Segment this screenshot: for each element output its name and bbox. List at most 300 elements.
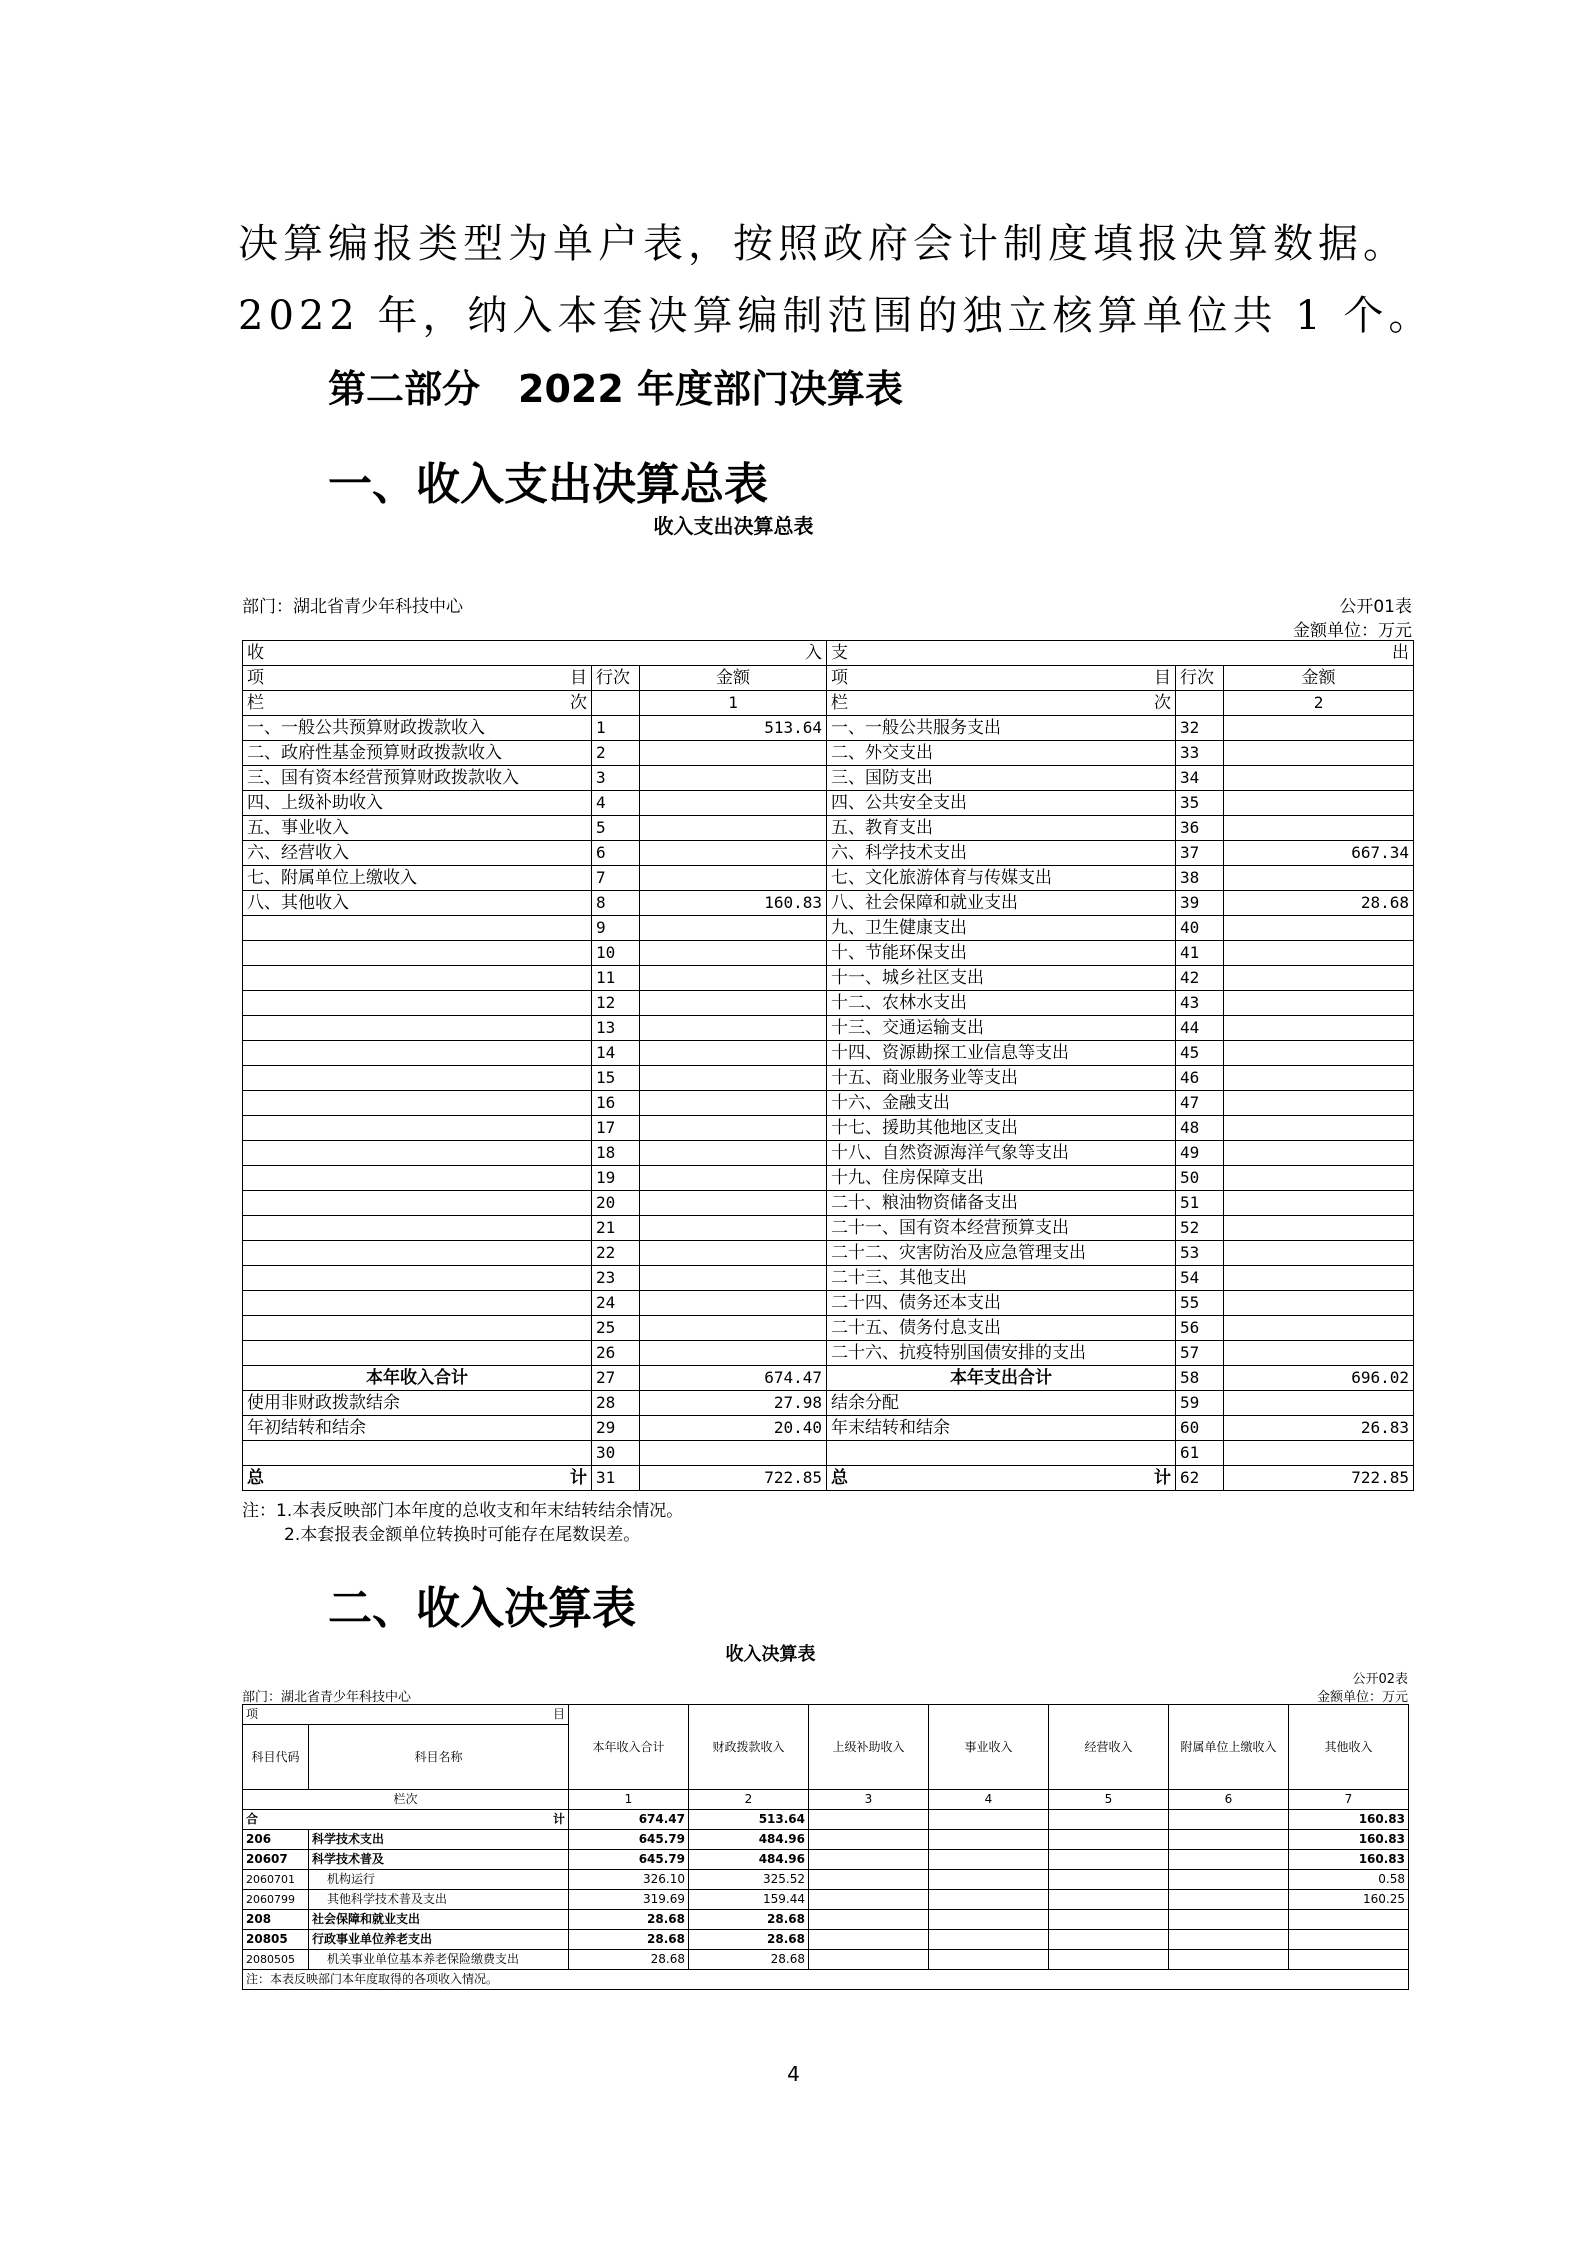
table-header-row — [243, 691, 1414, 716]
intro-line-2: 2022 年，纳入本套决算编制范围的独立核算单位共 1 个。 — [238, 293, 1434, 339]
amount — [1169, 1890, 1289, 1910]
amount — [1224, 1216, 1414, 1241]
amount — [1224, 1291, 1414, 1316]
amount — [1224, 1141, 1414, 1166]
amount: 28.68 — [689, 1910, 809, 1930]
amount — [1224, 1266, 1414, 1291]
amount: 159.44 — [689, 1890, 809, 1910]
amount — [640, 1166, 827, 1191]
amount — [640, 1291, 827, 1316]
expense-item-label: 九、卫生健康支出 — [827, 916, 1176, 941]
expense-item-label: 十九、住房保障支出 — [827, 1166, 1176, 1191]
section2-form-no: 公开02表 — [1352, 1672, 1408, 1687]
line-no: 20 — [592, 1191, 640, 1216]
table-row — [243, 1091, 1414, 1116]
line-no: 12 — [592, 991, 640, 1016]
line-no: 39 — [1176, 891, 1224, 916]
line-no: 59 — [1176, 1391, 1224, 1416]
amount: 513.64 — [640, 716, 827, 741]
income-item-label: 本年收入合计 — [243, 1366, 592, 1391]
amount — [640, 916, 827, 941]
line-no: 60 — [1176, 1416, 1224, 1441]
amount: 667.34 — [1224, 841, 1414, 866]
table-row — [243, 991, 1414, 1016]
income-item-label: 五、事业收入 — [243, 816, 592, 841]
line-no: 54 — [1176, 1266, 1224, 1291]
line-no: 45 — [1176, 1041, 1224, 1066]
table-row — [243, 1366, 1414, 1391]
amount — [640, 866, 827, 891]
amount — [809, 1830, 929, 1850]
line-no: 21 — [592, 1216, 640, 1241]
income-item-label — [243, 1441, 592, 1466]
line-no: 32 — [1176, 716, 1224, 741]
line-no: 1 — [592, 716, 640, 741]
amount — [809, 1810, 929, 1830]
table-row — [243, 1870, 1409, 1890]
line-no: 19 — [592, 1166, 640, 1191]
column-index: 1 — [569, 1790, 689, 1810]
line-no: 24 — [592, 1291, 640, 1316]
amount: 674.47 — [569, 1810, 689, 1830]
line-no: 11 — [592, 966, 640, 991]
income-item-label: 一、一般公共预算财政拨款收入 — [243, 716, 592, 741]
expense-item-label: 年末结转和结余 — [827, 1416, 1176, 1441]
income-item-label — [243, 1041, 592, 1066]
amount: 28.68 — [689, 1930, 809, 1950]
line-no: 5 — [592, 816, 640, 841]
subject-name: 社会保障和就业支出 — [309, 1910, 569, 1930]
column-header: 经营收入 — [1049, 1705, 1169, 1790]
table-row — [243, 1016, 1414, 1041]
income-item-label — [243, 1141, 592, 1166]
total-label: 合 计 — [243, 1810, 569, 1830]
amount: 325.52 — [689, 1870, 809, 1890]
amount — [929, 1890, 1049, 1910]
intro-line-1: 决算编报类型为单户表，按照政府会计制度填报决算数据。 — [238, 221, 1408, 267]
expense-item-label: 十五、商业服务业等支出 — [827, 1066, 1176, 1091]
amount — [1224, 766, 1414, 791]
amount — [1169, 1870, 1289, 1890]
amount: 28.68 — [569, 1930, 689, 1950]
income-item-label — [243, 1316, 592, 1341]
amount — [929, 1910, 1049, 1930]
column-header: 其他收入 — [1289, 1705, 1409, 1790]
amount — [1224, 716, 1414, 741]
income-item-label — [243, 991, 592, 1016]
table-row — [243, 741, 1414, 766]
column-header: 上级补助收入 — [809, 1705, 929, 1790]
expense-item-label: 一、一般公共服务支出 — [827, 716, 1176, 741]
line-no: 46 — [1176, 1066, 1224, 1091]
table-row — [243, 1441, 1414, 1466]
income-item-label: 六、经营收入 — [243, 841, 592, 866]
amount — [1224, 966, 1414, 991]
column-index-cell: 栏 次 — [243, 691, 592, 716]
amount — [640, 1016, 827, 1041]
column-index-cell: 栏 次 — [827, 691, 1176, 716]
subject-name: 其他科学技术普及支出 — [309, 1890, 569, 1910]
column-index: 7 — [1289, 1790, 1409, 1810]
line-no-header: 行次 — [1176, 666, 1224, 691]
table-row — [243, 766, 1414, 791]
section2-dept: 部门：湖北省青少年科技中心 — [242, 1690, 412, 1705]
amount — [640, 1316, 827, 1341]
table-row — [243, 1216, 1414, 1241]
table-row — [243, 716, 1414, 741]
amount: 674.47 — [640, 1366, 827, 1391]
expense-item-label: 七、文化旅游体育与传媒支出 — [827, 866, 1176, 891]
amount — [929, 1930, 1049, 1950]
income-item-label: 二、政府性基金预算财政拨款收入 — [243, 741, 592, 766]
income-expense-summary-table — [242, 640, 1414, 1491]
subject-name: 机关事业单位基本养老保险缴费支出 — [309, 1950, 569, 1970]
amount: 513.64 — [689, 1810, 809, 1830]
line-no: 28 — [592, 1391, 640, 1416]
income-item-label: 七、附属单位上缴收入 — [243, 866, 592, 891]
amount — [1224, 816, 1414, 841]
line-no: 3 — [592, 766, 640, 791]
line-no: 34 — [1176, 766, 1224, 791]
line-no: 13 — [592, 1016, 640, 1041]
amount — [640, 766, 827, 791]
line-no: 35 — [1176, 791, 1224, 816]
amount — [809, 1950, 929, 1970]
amount — [1224, 1441, 1414, 1466]
amount — [1289, 1930, 1409, 1950]
table-row — [243, 891, 1414, 916]
amount — [640, 966, 827, 991]
total-row — [243, 1810, 1409, 1830]
section1-unit: 金额单位：万元 — [1293, 621, 1412, 641]
amount — [1169, 1850, 1289, 1870]
income-item-label — [243, 1291, 592, 1316]
subject-code: 2080505 — [243, 1950, 309, 1970]
line-no: 17 — [592, 1116, 640, 1141]
line-no: 51 — [1176, 1191, 1224, 1216]
amount — [1224, 1016, 1414, 1041]
line-no: 25 — [592, 1316, 640, 1341]
column-index-label: 栏次 — [243, 1790, 569, 1810]
line-no: 23 — [592, 1266, 640, 1291]
line-no: 14 — [592, 1041, 640, 1066]
table-row — [243, 941, 1414, 966]
table-header-row — [243, 1705, 1409, 1725]
subject-code: 2060799 — [243, 1890, 309, 1910]
section2-note: 注：本表反映部门本年度取得的各项收入情况。 — [243, 1970, 1409, 1990]
expense-item-label: 二、外交支出 — [827, 741, 1176, 766]
amount — [640, 1441, 827, 1466]
column-header: 事业收入 — [929, 1705, 1049, 1790]
item-header-cell: 项 目 — [243, 1705, 569, 1725]
name-header: 科目名称 — [309, 1725, 569, 1790]
part-title: 第二部分 2022 年度部门决算表 — [328, 367, 903, 411]
expense-item-label: 二十四、债务还本支出 — [827, 1291, 1176, 1316]
income-item-label: 四、上级补助收入 — [243, 791, 592, 816]
amount — [1224, 1241, 1414, 1266]
line-no: 38 — [1176, 866, 1224, 891]
table-row — [243, 1116, 1414, 1141]
table-row — [243, 1850, 1409, 1870]
table-row — [243, 866, 1414, 891]
expense-item-label: 十七、援助其他地区支出 — [827, 1116, 1176, 1141]
amount — [640, 991, 827, 1016]
line-no: 16 — [592, 1091, 640, 1116]
income-item-label — [243, 1016, 592, 1041]
line-no: 33 — [1176, 741, 1224, 766]
column-header: 附属单位上缴收入 — [1169, 1705, 1289, 1790]
amount — [640, 791, 827, 816]
amount — [640, 1266, 827, 1291]
amount: 484.96 — [689, 1850, 809, 1870]
line-no: 61 — [1176, 1441, 1224, 1466]
section1-heading: 一、收入支出决算总表 — [328, 459, 768, 510]
expense-item-label: 二十、粮油物资储备支出 — [827, 1191, 1176, 1216]
column-index-2: 2 — [1224, 691, 1414, 716]
amount — [640, 841, 827, 866]
amount — [809, 1890, 929, 1910]
amount: 484.96 — [689, 1830, 809, 1850]
income-item-label — [243, 916, 592, 941]
line-no: 47 — [1176, 1091, 1224, 1116]
line-no: 58 — [1176, 1366, 1224, 1391]
expense-item-label: 八、社会保障和就业支出 — [827, 891, 1176, 916]
amount — [640, 1141, 827, 1166]
line-no: 42 — [1176, 966, 1224, 991]
amount — [640, 1066, 827, 1091]
amount — [929, 1850, 1049, 1870]
line-no: 22 — [592, 1241, 640, 1266]
expense-item-label: 二十六、抗疫特别国债安排的支出 — [827, 1341, 1176, 1366]
amount — [1049, 1910, 1169, 1930]
amount — [640, 1216, 827, 1241]
table-row — [243, 1391, 1414, 1416]
table-row — [243, 1950, 1409, 1970]
amount — [1224, 1066, 1414, 1091]
subject-name: 科学技术普及 — [309, 1850, 569, 1870]
amount: 326.10 — [569, 1870, 689, 1890]
line-no: 37 — [1176, 841, 1224, 866]
amount — [640, 1116, 827, 1141]
table-header-row — [243, 666, 1414, 691]
line-no: 57 — [1176, 1341, 1224, 1366]
line-no: 48 — [1176, 1116, 1224, 1141]
amount — [1224, 1166, 1414, 1191]
amount: 20.40 — [640, 1416, 827, 1441]
section1-note-2: 2.本套报表金额单位转换时可能存在尾数误差。 — [284, 1525, 641, 1545]
line-no: 26 — [592, 1341, 640, 1366]
amount — [809, 1850, 929, 1870]
table-row — [243, 1041, 1414, 1066]
amount — [1224, 1041, 1414, 1066]
table-header-row — [243, 641, 1414, 666]
column-index: 5 — [1049, 1790, 1169, 1810]
line-no: 62 — [1176, 1466, 1224, 1491]
line-no: 15 — [592, 1066, 640, 1091]
expense-item-label: 二十三、其他支出 — [827, 1266, 1176, 1291]
expense-item-label: 十四、资源勘探工业信息等支出 — [827, 1041, 1176, 1066]
expense-item-label: 本年支出合计 — [827, 1366, 1176, 1391]
expense-item-label: 十八、自然资源海洋气象等支出 — [827, 1141, 1176, 1166]
amount: 722.85 — [640, 1466, 827, 1491]
amount — [929, 1830, 1049, 1850]
section2-unit: 金额单位：万元 — [1316, 1690, 1408, 1705]
amount — [1224, 1391, 1414, 1416]
amount — [640, 816, 827, 841]
subject-name: 科学技术支出 — [309, 1830, 569, 1850]
line-no: 41 — [1176, 941, 1224, 966]
table-row — [243, 1341, 1414, 1366]
line-no: 49 — [1176, 1141, 1224, 1166]
amount — [929, 1810, 1049, 1830]
subject-code: 2060701 — [243, 1870, 309, 1890]
column-index-1: 1 — [640, 691, 827, 716]
expense-item-label: 四、公共安全支出 — [827, 791, 1176, 816]
line-no: 2 — [592, 741, 640, 766]
amount — [1049, 1930, 1169, 1950]
amount — [640, 1241, 827, 1266]
note-row — [243, 1970, 1409, 1990]
section1-dept: 部门：湖北省青少年科技中心 — [242, 597, 463, 617]
table-row — [243, 841, 1414, 866]
income-item-label — [243, 966, 592, 991]
table-row — [243, 791, 1414, 816]
amount — [640, 1191, 827, 1216]
table-row — [243, 1890, 1409, 1910]
amount — [1224, 991, 1414, 1016]
section1-note-1: 注：1.本表反映部门本年度的总收支和年末结转结余情况。 — [242, 1501, 684, 1521]
amount — [929, 1870, 1049, 1890]
table-row — [243, 1291, 1414, 1316]
column-header: 本年收入合计 — [569, 1705, 689, 1790]
expense-item-label: 二十五、债务付息支出 — [827, 1316, 1176, 1341]
expense-item-label: 二十二、灾害防治及应急管理支出 — [827, 1241, 1176, 1266]
income-item-label — [243, 1341, 592, 1366]
table-row — [243, 1910, 1409, 1930]
amount — [1049, 1850, 1169, 1870]
expense-item-label: 十二、农林水支出 — [827, 991, 1176, 1016]
line-no: 55 — [1176, 1291, 1224, 1316]
amount — [640, 1091, 827, 1116]
table-row — [243, 1416, 1414, 1441]
amount — [809, 1930, 929, 1950]
amount-header: 金额 — [1224, 666, 1414, 691]
amount — [1224, 741, 1414, 766]
amount — [809, 1910, 929, 1930]
expense-item-label — [827, 1441, 1176, 1466]
amount: 160.83 — [1289, 1810, 1409, 1830]
line-no: 50 — [1176, 1166, 1224, 1191]
code-header: 科目代码 — [243, 1725, 309, 1790]
line-no: 53 — [1176, 1241, 1224, 1266]
income-item-label: 使用非财政拨款结余 — [243, 1391, 592, 1416]
amount — [1224, 1191, 1414, 1216]
expense-item-label: 三、国防支出 — [827, 766, 1176, 791]
expense-item-label: 十、节能环保支出 — [827, 941, 1176, 966]
line-no: 27 — [592, 1366, 640, 1391]
table-row — [243, 916, 1414, 941]
column-index: 2 — [689, 1790, 809, 1810]
amount — [1169, 1910, 1289, 1930]
amount — [1289, 1910, 1409, 1930]
amount — [1049, 1950, 1169, 1970]
income-item-label — [243, 1166, 592, 1191]
line-no: 18 — [592, 1141, 640, 1166]
amount — [640, 741, 827, 766]
table-row — [243, 966, 1414, 991]
line-no: 29 — [592, 1416, 640, 1441]
income-item-label: 三、国有资本经营预算财政拨款收入 — [243, 766, 592, 791]
income-table — [242, 1704, 1409, 1990]
subject-code: 208 — [243, 1910, 309, 1930]
table-row — [243, 1141, 1414, 1166]
income-item-label — [243, 941, 592, 966]
income-item-label: 年初结转和结余 — [243, 1416, 592, 1441]
amount — [1169, 1930, 1289, 1950]
column-index: 4 — [929, 1790, 1049, 1810]
amount: 319.69 — [569, 1890, 689, 1910]
income-item-label — [243, 1266, 592, 1291]
line-no: 30 — [592, 1441, 640, 1466]
table-row — [243, 1830, 1409, 1850]
amount — [1224, 1316, 1414, 1341]
grand-total-label: 总 计 — [243, 1466, 592, 1491]
amount: 160.83 — [1289, 1830, 1409, 1850]
amount: 160.83 — [640, 891, 827, 916]
line-no: 44 — [1176, 1016, 1224, 1041]
amount — [1169, 1950, 1289, 1970]
line-no-header: 行次 — [592, 666, 640, 691]
amount: 28.68 — [569, 1950, 689, 1970]
subject-code: 206 — [243, 1830, 309, 1850]
table-row — [243, 1241, 1414, 1266]
line-no: 43 — [1176, 991, 1224, 1016]
expense-item-label: 十三、交通运输支出 — [827, 1016, 1176, 1041]
table-row — [243, 1066, 1414, 1091]
income-header-cell: 收 入 — [243, 641, 827, 666]
income-item-label — [243, 1216, 592, 1241]
line-no: 52 — [1176, 1216, 1224, 1241]
table-row — [243, 816, 1414, 841]
amount — [1169, 1830, 1289, 1850]
table-row — [243, 1266, 1414, 1291]
section1-caption: 收入支出决算总表 — [653, 514, 814, 538]
subject-code: 20805 — [243, 1930, 309, 1950]
table-row — [243, 1316, 1414, 1341]
line-no: 31 — [592, 1466, 640, 1491]
subject-name: 行政事业单位养老支出 — [309, 1930, 569, 1950]
expense-item-label: 十六、金融支出 — [827, 1091, 1176, 1116]
amount: 696.02 — [1224, 1366, 1414, 1391]
grand-total-label: 总 计 — [827, 1466, 1176, 1491]
amount: 28.68 — [1224, 891, 1414, 916]
amount: 28.68 — [569, 1910, 689, 1930]
section2-caption: 收入决算表 — [725, 1644, 816, 1665]
line-no: 8 — [592, 891, 640, 916]
table-row — [243, 1166, 1414, 1191]
amount: 645.79 — [569, 1850, 689, 1870]
section2-heading: 二、收入决算表 — [328, 1583, 636, 1634]
income-item-label — [243, 1116, 592, 1141]
item-header-cell: 项 目 — [243, 666, 592, 691]
amount — [1049, 1810, 1169, 1830]
line-no: 6 — [592, 841, 640, 866]
section1-form-no: 公开01表 — [1339, 597, 1412, 617]
amount: 645.79 — [569, 1830, 689, 1850]
income-item-label — [243, 1191, 592, 1216]
amount — [1224, 866, 1414, 891]
line-no: 40 — [1176, 916, 1224, 941]
